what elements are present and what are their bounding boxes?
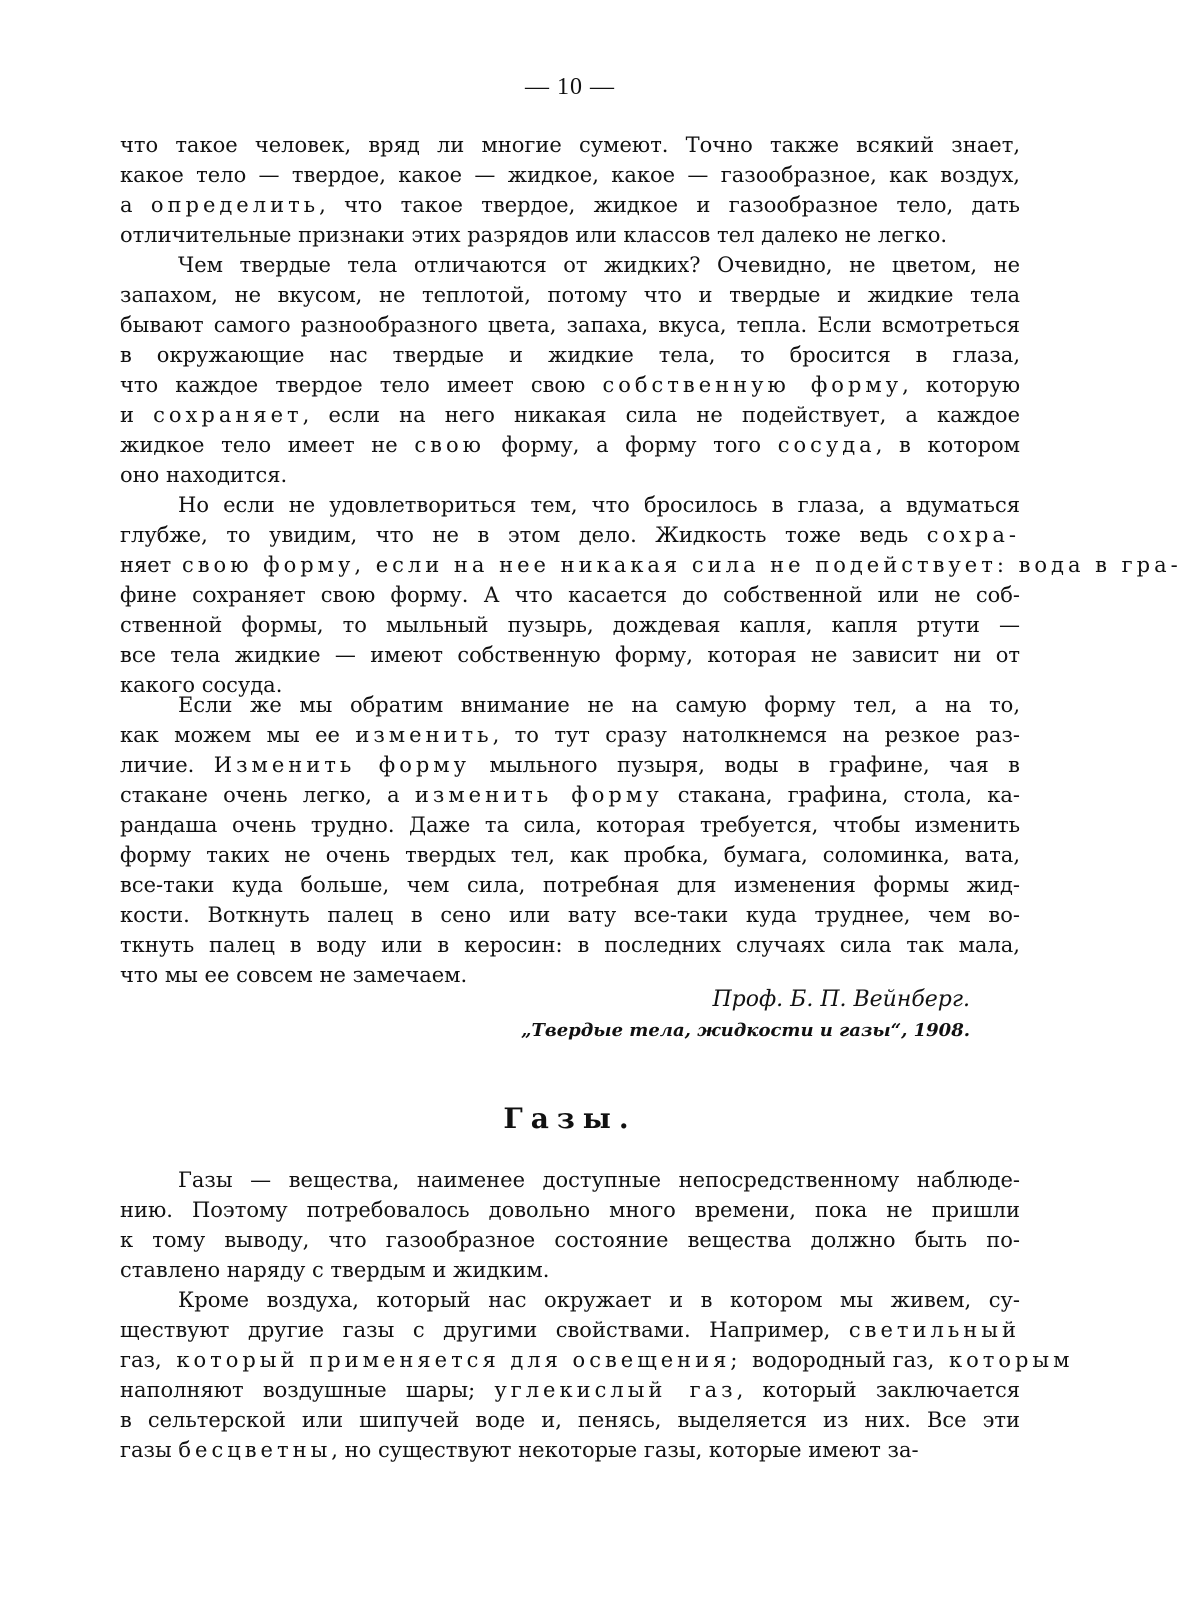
emphasized-text: свою форму, если на нее никакая сила не подействует: вода в гра- [171,553,1182,577]
text-line [120,1405,1020,1435]
text-line [120,780,1020,810]
text-line [120,220,1020,250]
text-segment: глубже, то увидим, что не в этом дело. Жидкость тоже ведь [120,523,927,547]
text-segment: как можем мы ее [120,723,356,747]
paragraph-4 [120,690,1020,990]
text-line [120,310,1020,340]
text-line [120,810,1020,840]
text-line [120,900,1020,930]
text-segment: Газы — вещества, наименее доступные непосредственному наблюде- [178,1168,1020,1192]
emphasized-text: бесцветны [178,1438,332,1462]
quote-author: Проф. Б. П. Вейнберг. [712,987,970,1012]
text-line [120,520,1020,550]
text-segment: к тому выводу, что газообразное состояние вещества должно быть по- [120,1228,1020,1252]
emphasized-text: , которым [927,1348,1074,1372]
text-segment: кости. Воткнуть палец в сено или вату все-таки куда труднее, чем во- [120,903,1020,927]
text-line [120,690,1020,720]
text-segment: няет [120,553,172,577]
text-segment: форму таких не очень твердых тел, как пробка, бумага, соломинка, вата, [120,843,1020,867]
emphasized-text: свою [414,433,485,457]
text-segment: отличительные признаки этих разрядов или классов тел далеко не легко. [120,223,948,247]
text-segment: , то тут сразу натолкнемся на резкое раз- [492,723,1020,747]
text-segment: , который заключается [736,1378,1021,1402]
text-segment: личие. [120,753,214,777]
emphasized-text: светильный [848,1318,1020,1342]
emphasized-text: определить [150,193,320,217]
text-segment: форму, а форму того [484,433,778,457]
text-segment: газ [120,1348,155,1372]
emphasized-text: собственную форму [602,373,903,397]
text-line [120,640,1020,670]
text-line [120,1225,1020,1255]
text-line [120,840,1020,870]
page-number: — 10 — [525,74,615,100]
text-line [120,870,1020,900]
paragraph-3 [120,490,1182,700]
text-segment: , в котором [875,433,1020,457]
text-segment: , которую [902,373,1020,397]
emphasized-text: сохра- [926,523,1020,547]
text-segment: жидкое тело имеет не [120,433,415,457]
text-segment: , если на него никакая сила не подействует, а каждое [302,403,1021,427]
emphasized-text: Изменить форму [213,753,470,777]
text-segment: водородный газ [752,1348,928,1372]
text-line [120,1255,1020,1285]
text-line [120,370,1020,400]
text-segment: Но если не удовлетвориться тем, что бросилось в глаза, а вдуматься [178,493,1020,517]
paragraph-5 [120,1165,1020,1285]
text-line [120,1375,1020,1405]
text-segment: Кроме воздуха, который нас окружает и в котором мы живем, су- [178,1288,1020,1312]
text-segment: ществуют другие газы с другими свойствами. Например, [120,1318,849,1342]
text-segment: стакана, графина, стола, ка- [662,783,1020,807]
text-line [120,190,1020,220]
text-segment: какое тело — твердое, какое — жидкое, какое — газообразное, как воздух, [120,163,1020,187]
paragraph-2 [120,250,1020,490]
text-line [120,1285,1020,1315]
text-segment: в сельтерской или шипучей воде и, пенясь, выделяется из них. Все эти [120,1408,1020,1432]
text-segment: в окружающие нас твердые и жидкие тела, то бросится в глаза, [120,343,1020,367]
text-segment: стакане очень легко, а [120,783,415,807]
text-segment: Если же мы обратим внимание не на самую форму тел, а на то, [178,693,1020,717]
emphasized-text: изменить [355,723,493,747]
emphasized-text: углекислый газ [494,1378,737,1402]
text-line [120,280,1020,310]
text-segment: фине сохраняет свою форму. А что касается до собственной или не соб- [120,583,1020,607]
text-segment: какого сосуда. [120,673,283,697]
text-segment: что такое человек, вряд ли многие сумеют. Точно также всякий знает, [120,133,1020,157]
paragraph-6 [120,1285,1074,1465]
text-segment: что каждое твердое тело имеет свою [120,373,603,397]
text-segment: , что такое твердое, жидкое и газообразное тело, дать [319,193,1020,217]
text-segment: наполняют воздушные шары; [120,1378,495,1402]
emphasized-text: сосуда [777,433,876,457]
text-segment: , но существуют некоторые газы, которые имеют за- [331,1438,919,1462]
text-line [120,400,1020,430]
emphasized-text: сохраняет [153,403,303,427]
emphasized-text: , который применяется для освещения; [154,1348,753,1372]
text-line [120,1315,1020,1345]
text-line [120,1195,1020,1225]
paragraph-1 [120,130,1020,250]
text-line [120,1165,1020,1195]
text-segment: газы [120,1438,179,1462]
text-segment: ставлено наряду с твердым и жидким. [120,1258,550,1282]
text-line [120,490,1020,520]
text-line [120,160,1020,190]
text-line [120,1345,1074,1375]
text-segment: и [120,403,154,427]
text-line [120,250,1020,280]
text-segment: запахом, не вкусом, не теплотой, потому что и твердые и жидкие тела [120,283,1020,307]
text-segment: все тела жидкие — имеют собственную форму, которая не зависит ни от [120,643,1020,667]
text-line [120,460,1020,490]
text-segment: ственной формы, то мыльный пузырь, дождевая капля, капля ртути — [120,613,1020,637]
text-line [120,430,1020,460]
text-segment: рандаша очень трудно. Даже та сила, которая требуется, чтобы изменить [120,813,1020,837]
text-segment: а [120,193,151,217]
text-line [120,930,1020,960]
text-segment: Чем твердые тела отличаются от жидких? Очевидно, не цветом, не [178,253,1020,277]
text-line [120,340,1020,370]
text-segment: что мы ее совсем не замечаем. [120,963,468,987]
text-segment: ткнуть палец в воду или в керосин: в последних случаях сила так мала, [120,933,1020,957]
emphasized-text: изменить форму [414,783,663,807]
text-segment: все-таки куда больше, чем сила, потребная для изменения формы жид- [120,873,1020,897]
text-line [120,550,1182,580]
quote-source: „Твердые тела, жидкости и газы“, 1908. [521,1020,970,1041]
text-segment: нию. Поэтому потребовалось довольно много времени, пока не пришли [120,1198,1020,1222]
text-line [120,580,1020,610]
text-line [120,610,1020,640]
text-segment: мыльного пузыря, воды в графине, чая в [470,753,1020,777]
text-line [120,1435,1020,1465]
text-segment: оно находится. [120,463,288,487]
section-title: Газы. [503,1102,637,1135]
text-line [120,130,1020,160]
text-line [120,720,1020,750]
text-line [120,750,1020,780]
text-segment: бывают самого разнообразного цвета, запаха, вкуса, тепла. Если всмотреться [120,313,1020,337]
